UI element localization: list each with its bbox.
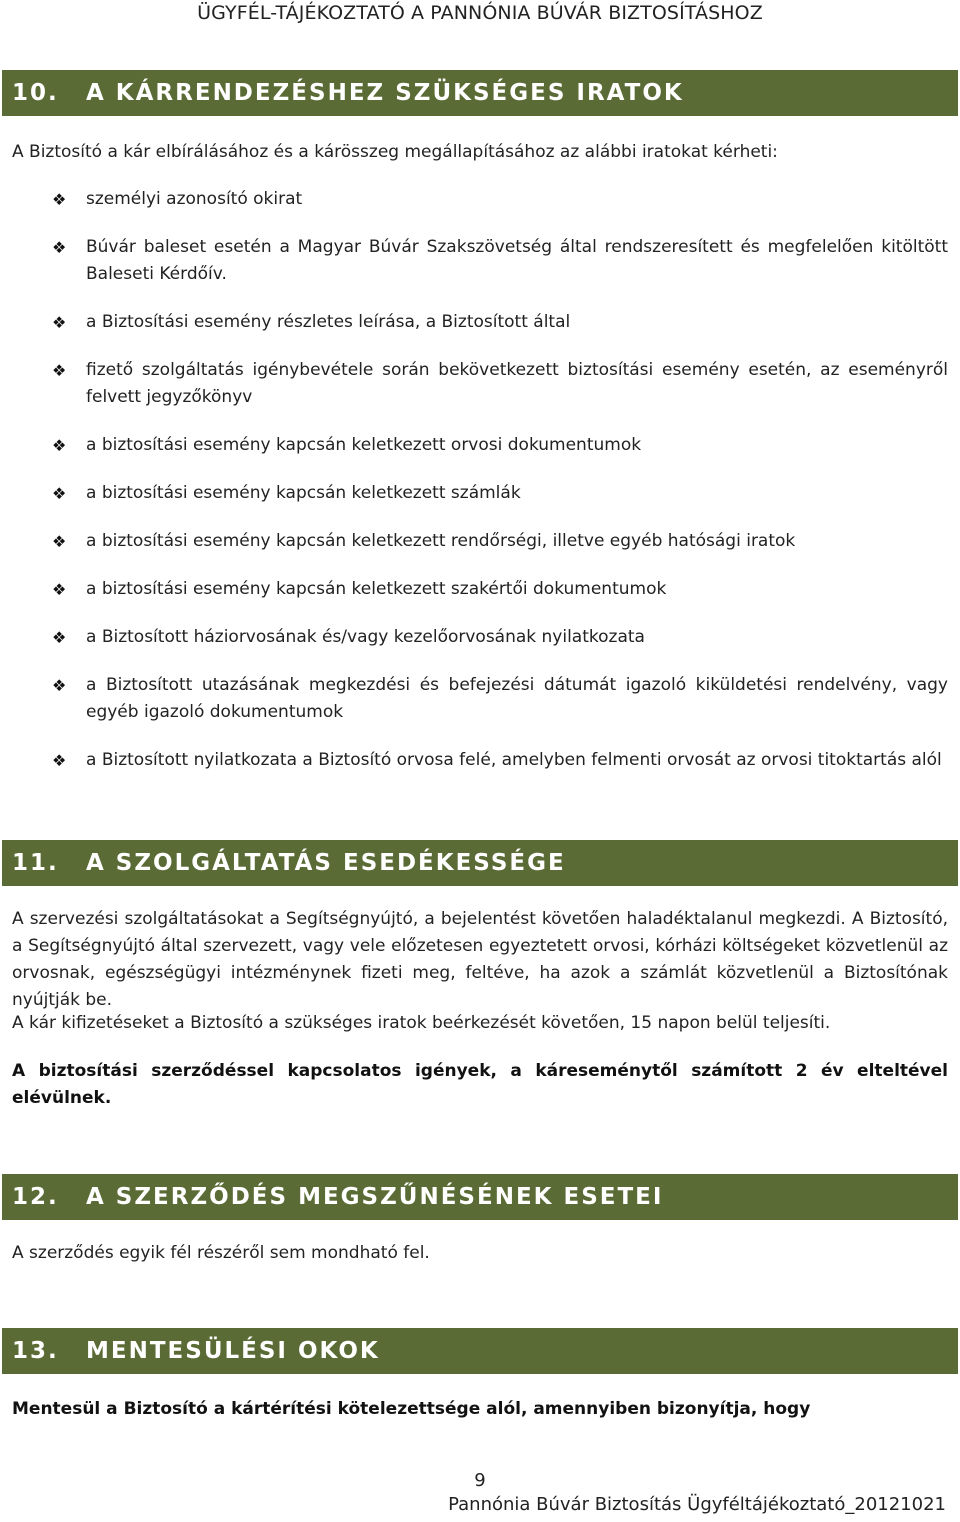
required-documents-list bbox=[52, 186, 948, 795]
footer-document-id: Pannónia Búvár Biztosítás Ügyféltájékoztató_20121021 bbox=[448, 1494, 946, 1515]
list-item-text: a biztosítási esemény kapcsán keletkezett orvosi dokumentumok bbox=[86, 435, 642, 455]
section-number: 13. bbox=[12, 1338, 59, 1364]
list-item-text: személyi azonosító okirat bbox=[86, 189, 303, 209]
list-item bbox=[52, 234, 948, 288]
list-item bbox=[52, 747, 948, 774]
section-heading-12 bbox=[2, 1174, 958, 1220]
list-item-text: a Biztosítási esemény részletes leírása, a Biztosított által bbox=[86, 312, 571, 332]
section-13-paragraph: Mentesül a Biztosító a kártérítési kötelezettsége alól, amennyiben bizonyítja, hogy bbox=[12, 1399, 811, 1419]
list-item bbox=[52, 576, 948, 603]
diamond-bullet-icon: ❖ bbox=[52, 751, 67, 770]
section-number: 10. bbox=[12, 80, 59, 106]
section-title: A SZERZŐDÉS MEGSZŰNÉSÉNEK ESETEI bbox=[86, 1184, 664, 1210]
list-item bbox=[52, 357, 948, 411]
list-item bbox=[52, 528, 948, 555]
section-number: 11. bbox=[12, 850, 59, 876]
diamond-bullet-icon: ❖ bbox=[52, 238, 67, 257]
list-item bbox=[52, 309, 948, 336]
diamond-bullet-icon: ❖ bbox=[52, 628, 67, 647]
section-11-paragraph-1: A szervezési szolgáltatásokat a Segítségnyújtó, a bejelentést követően haladéktalanul megkezdi. A Biztosító, a Segítségnyújtó által szervezett, vagy vele előzetesen egyeztetett orvosi, kórházi költségeket közvetlenül az orvosnak, egészségügyi intézménynek fizeti meg, feltéve, ha azok a számlát közvetlenül a Biztosítónak nyújtják be. bbox=[12, 909, 948, 1010]
page-number: 9 bbox=[474, 1470, 486, 1491]
section-12-paragraph: A szerződés egyik fél részéről sem mondható fel. bbox=[12, 1243, 430, 1263]
section-heading-11 bbox=[2, 840, 958, 886]
list-item-text: fizető szolgáltatás igénybevétele során bekövetkezett biztosítási esemény esetén, az eseményről felvett jegyzőkönyv bbox=[86, 360, 948, 407]
list-item bbox=[52, 186, 948, 213]
list-item bbox=[52, 624, 948, 651]
running-header: ÜGYFÉL-TÁJÉKOZTATÓ A PANNÓNIA BÚVÁR BIZTOSÍTÁSHOZ bbox=[197, 2, 763, 24]
section-11-paragraph-3: A biztosítási szerződéssel kapcsolatos igények, a káreseménytől számított 2 év elteltével elévülnek. bbox=[12, 1061, 948, 1108]
section-heading-13 bbox=[2, 1328, 958, 1374]
list-item bbox=[52, 432, 948, 459]
section-11-paragraph-2: A kár kifizetéseket a Biztosító a szükséges iratok beérkezését követően, 15 napon belül teljesíti. bbox=[12, 1013, 831, 1033]
section-title: MENTESÜLÉSI OKOK bbox=[86, 1338, 380, 1364]
diamond-bullet-icon: ❖ bbox=[52, 313, 67, 332]
section-number: 12. bbox=[12, 1184, 59, 1210]
diamond-bullet-icon: ❖ bbox=[52, 361, 67, 380]
section-title: A KÁRRENDEZÉSHEZ SZÜKSÉGES IRATOK bbox=[86, 80, 684, 106]
list-item-text: a biztosítási esemény kapcsán keletkezett számlák bbox=[86, 483, 521, 503]
diamond-bullet-icon: ❖ bbox=[52, 580, 67, 599]
section-heading-10 bbox=[2, 70, 958, 116]
list-item bbox=[52, 672, 948, 726]
diamond-bullet-icon: ❖ bbox=[52, 676, 67, 695]
diamond-bullet-icon: ❖ bbox=[52, 484, 67, 503]
diamond-bullet-icon: ❖ bbox=[52, 190, 67, 209]
list-item-text: a Biztosított utazásának megkezdési és befejezési dátumát igazoló kiküldetési rendelvény, vagy egyéb igazoló dokumentumok bbox=[86, 675, 948, 722]
section-title: A SZOLGÁLTATÁS ESEDÉKESSÉGE bbox=[86, 850, 566, 876]
list-item-text: a Biztosított háziorvosának és/vagy kezelőorvosának nyilatkozata bbox=[86, 627, 645, 647]
list-item-text: Búvár baleset esetén a Magyar Búvár Szakszövetség által rendszeresített és megfelelően kitöltött Baleseti Kérdőív. bbox=[86, 237, 948, 284]
section-10-intro: A Biztosító a kár elbírálásához és a kárösszeg megállapításához az alábbi iratokat kérheti: bbox=[12, 142, 778, 162]
list-item-text: a biztosítási esemény kapcsán keletkezett rendőrségi, illetve egyéb hatósági iratok bbox=[86, 531, 796, 551]
diamond-bullet-icon: ❖ bbox=[52, 436, 67, 455]
list-item bbox=[52, 480, 948, 507]
diamond-bullet-icon: ❖ bbox=[52, 532, 67, 551]
list-item-text: a biztosítási esemény kapcsán keletkezett szakértői dokumentumok bbox=[86, 579, 667, 599]
list-item-text: a Biztosított nyilatkozata a Biztosító orvosa felé, amelyben felmenti orvosát az orvosi titoktartás alól bbox=[86, 750, 942, 770]
